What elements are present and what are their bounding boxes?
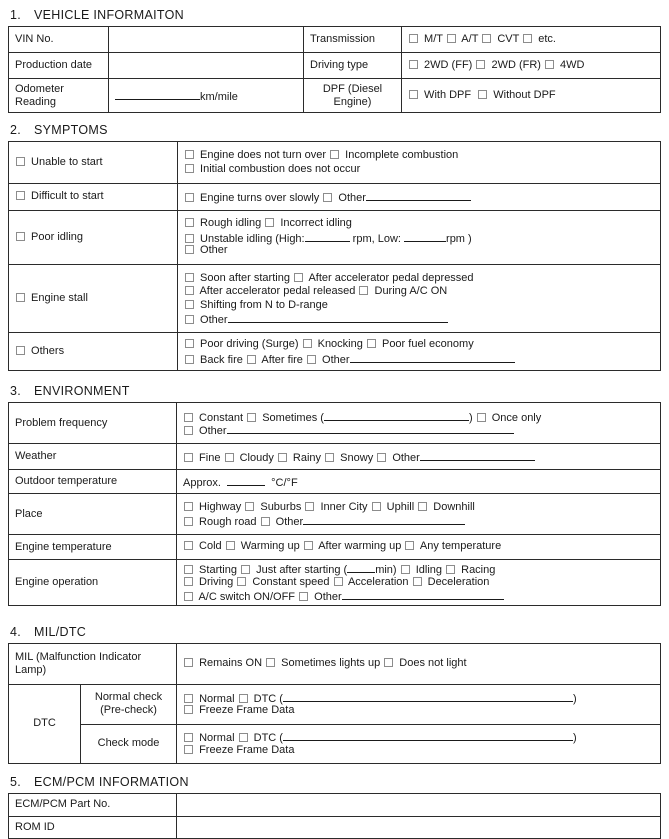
checkbox[interactable] <box>184 541 193 550</box>
text-segment: Unstable idling (High: <box>197 232 305 245</box>
text-segment: Incomplete combustion <box>342 149 459 161</box>
checkbox[interactable] <box>185 193 194 202</box>
checkbox[interactable] <box>184 705 193 714</box>
dtc-label: DTC <box>9 684 81 763</box>
symptom-engine-stall-label <box>9 265 178 333</box>
text-segment: DTC ( <box>250 732 283 744</box>
fill-in-line[interactable] <box>227 475 265 486</box>
checkbox[interactable] <box>294 273 303 282</box>
weather-options <box>177 444 661 470</box>
engine-temperature-options <box>177 535 661 560</box>
problem-frequency-options <box>177 403 661 444</box>
ecm-pcm-table <box>8 793 661 839</box>
checkbox[interactable] <box>247 355 256 364</box>
text-segment: After accelerator pedal released <box>197 285 359 297</box>
section-2-number: 2. <box>10 123 22 137</box>
vehicle-info-table <box>8 26 661 113</box>
text-segment: min) <box>375 564 400 576</box>
fill-in-line[interactable] <box>342 589 504 600</box>
text-segment: Starting <box>196 564 241 576</box>
checkbox[interactable] <box>184 733 193 742</box>
checkbox[interactable] <box>482 34 491 43</box>
text-segment: 2WD (FF) <box>421 58 476 71</box>
production-date-label: Production date <box>9 53 109 79</box>
text-segment: Snowy <box>337 451 377 464</box>
engine-temperature-label: Engine temperature <box>9 535 177 560</box>
section-4-title <box>10 625 669 639</box>
checkbox[interactable] <box>476 60 485 69</box>
checkbox[interactable] <box>478 90 487 99</box>
fill-in-line[interactable] <box>228 312 448 323</box>
checkbox[interactable] <box>185 150 194 159</box>
symptom-unable-to-start-label <box>9 142 178 184</box>
text-segment: Other <box>272 516 304 528</box>
text-segment: During A/C ON <box>371 285 448 297</box>
section-2-title-text: SYMPTOMS <box>34 123 108 137</box>
text-segment: Other <box>197 314 228 326</box>
fill-in-line[interactable] <box>283 730 573 741</box>
checkbox[interactable] <box>16 346 25 355</box>
text-segment: Poor fuel economy <box>378 338 474 350</box>
checkbox[interactable] <box>523 34 532 43</box>
text-segment: 4WD <box>557 58 585 71</box>
symptom-others-label <box>9 333 178 371</box>
text-segment: Rough road <box>196 516 260 528</box>
symptoms-table <box>8 141 661 371</box>
text-segment: Shifting from N to D-range <box>197 298 328 311</box>
fill-in-line[interactable] <box>347 562 375 573</box>
text-segment: After fire <box>258 353 306 366</box>
section-3-number: 3. <box>10 384 22 398</box>
text-segment: Suburbs <box>257 500 305 513</box>
text-segment: Constant <box>196 411 247 424</box>
text-segment: Other <box>196 425 227 437</box>
table-row <box>9 724 661 763</box>
checkbox[interactable] <box>266 658 275 667</box>
checkbox[interactable] <box>413 577 422 586</box>
text-segment: rpm, Low: <box>349 232 405 245</box>
text-segment: Fine <box>196 451 224 464</box>
text-segment: Highway <box>196 500 245 513</box>
symptom-difficult-to-start-options <box>178 184 661 211</box>
odometer-value-field <box>109 79 304 113</box>
checkbox[interactable] <box>305 502 314 511</box>
rom-id-label: ROM ID <box>9 816 177 838</box>
text-segment: Engine turns over slowly <box>197 192 323 205</box>
text-segment: CVT <box>494 32 523 45</box>
problem-frequency-label: Problem frequency <box>9 403 177 444</box>
table-row <box>9 470 661 494</box>
text-segment: Acceleration <box>345 575 412 588</box>
checkbox[interactable] <box>418 502 427 511</box>
text-segment: Cloudy <box>236 451 277 464</box>
table-row <box>9 333 661 371</box>
fill-in-line[interactable] <box>324 410 469 421</box>
text-segment: Any temperature <box>417 540 502 553</box>
text-segment: Other <box>197 244 228 257</box>
table-row <box>9 793 661 816</box>
checkbox[interactable] <box>16 293 25 302</box>
dpf-label: DPF (Diesel Engine) <box>304 79 402 113</box>
checkbox[interactable] <box>307 355 316 364</box>
text-segment: Others <box>28 344 65 357</box>
dtc-check-mode-options <box>177 724 661 763</box>
checkbox[interactable] <box>16 157 25 166</box>
text-segment: Rough idling <box>197 217 265 230</box>
section-5-title-text: ECM/PCM INFORMATION <box>34 774 189 789</box>
section-1-number: 1. <box>10 8 22 22</box>
checkbox[interactable] <box>184 745 193 754</box>
checkbox[interactable] <box>185 286 194 295</box>
driving-type-label: Driving type <box>304 53 402 79</box>
text-segment: Rainy <box>289 451 325 464</box>
checkbox[interactable] <box>261 517 270 526</box>
table-row <box>9 643 661 684</box>
table-row <box>9 494 661 535</box>
section-2-title <box>10 123 669 137</box>
place-label: Place <box>9 494 177 535</box>
text-segment: km/mile <box>200 90 238 103</box>
text-segment: A/C switch ON/OFF <box>196 591 299 603</box>
checkbox[interactable] <box>409 90 418 99</box>
engine-operation-options <box>177 560 661 606</box>
checkbox[interactable] <box>409 34 418 43</box>
text-segment: Soon after starting <box>197 271 293 284</box>
text-segment: DTC ( <box>250 692 283 705</box>
text-segment: Other <box>318 353 350 366</box>
text-segment: Deceleration <box>424 575 490 588</box>
fill-in-line[interactable] <box>303 514 465 525</box>
vin-label: VIN No. <box>9 27 109 53</box>
fill-in-line[interactable] <box>305 231 350 242</box>
checkbox[interactable] <box>245 502 254 511</box>
text-segment: Poor idling <box>28 230 84 243</box>
checkbox[interactable] <box>184 577 193 586</box>
checkbox[interactable] <box>184 565 193 574</box>
table-row <box>9 403 661 444</box>
checkbox[interactable] <box>184 502 193 511</box>
checkbox[interactable] <box>237 577 246 586</box>
checkbox[interactable] <box>185 234 194 243</box>
table-row <box>9 79 661 113</box>
text-segment: Just after starting ( <box>253 564 348 576</box>
checkbox[interactable] <box>239 733 248 742</box>
checkbox[interactable] <box>241 565 250 574</box>
text-segment: Sometimes ( <box>259 411 324 424</box>
text-segment: Poor driving (Surge) <box>197 338 302 350</box>
text-segment: Freeze Frame Data <box>196 743 295 756</box>
table-row <box>9 535 661 560</box>
weather-label: Weather <box>9 444 177 470</box>
section-3-title <box>10 384 669 398</box>
text-segment: Idling <box>412 564 446 576</box>
text-segment: Other <box>311 591 342 603</box>
fill-in-line[interactable] <box>115 89 200 100</box>
text-segment: Inner City <box>317 500 371 513</box>
text-segment: Freeze Frame Data <box>196 704 295 716</box>
section-5-title <box>10 775 669 789</box>
checkbox[interactable] <box>323 193 332 202</box>
checkbox[interactable] <box>303 339 312 348</box>
text-segment: Other <box>389 451 420 464</box>
checkbox[interactable] <box>185 218 194 227</box>
text-segment: Other <box>335 192 366 205</box>
symptom-engine-stall-options <box>178 265 661 333</box>
environment-table <box>8 402 661 606</box>
ecm-pcm-part-no-value-field[interactable] <box>177 793 661 816</box>
dpf-options <box>402 79 661 113</box>
text-segment: Constant speed <box>249 575 333 588</box>
symptom-others-options <box>178 333 661 371</box>
symptom-difficult-to-start-label <box>9 184 178 211</box>
checkbox[interactable] <box>185 245 194 254</box>
checkbox[interactable] <box>265 218 274 227</box>
text-segment: Knocking <box>314 338 366 350</box>
checkbox[interactable] <box>184 517 193 526</box>
text-segment: Does not light <box>396 656 467 669</box>
dtc-normal-check-label: Normal check (Pre-check) <box>81 684 177 724</box>
text-segment: ) <box>468 411 476 424</box>
mil-label: MIL (Malfunction Indicator Lamp) <box>9 643 177 684</box>
section-5-number: 5. <box>10 774 22 789</box>
text-segment: M/T <box>421 32 446 45</box>
checkbox[interactable] <box>278 453 287 462</box>
checkbox[interactable] <box>239 694 248 703</box>
text-segment: °C/°F <box>265 476 298 489</box>
dtc-normal-check-options <box>177 684 661 724</box>
checkbox[interactable] <box>325 453 334 462</box>
text-segment: Uphill <box>383 500 418 513</box>
checkbox[interactable] <box>185 339 194 348</box>
text-segment: Normal <box>196 692 238 705</box>
checkbox[interactable] <box>304 541 313 550</box>
text-segment: Unable to start <box>28 155 103 168</box>
checkbox[interactable] <box>545 60 554 69</box>
text-segment: Sometimes lights up <box>278 656 384 669</box>
checkbox[interactable] <box>367 339 376 348</box>
checkbox[interactable] <box>372 502 381 511</box>
checkbox[interactable] <box>330 150 339 159</box>
fill-in-line[interactable] <box>283 691 573 702</box>
text-segment: Downhill <box>430 500 475 513</box>
fill-in-line[interactable] <box>420 450 535 461</box>
table-row <box>9 53 661 79</box>
table-row <box>9 684 661 724</box>
text-segment: Approx. <box>183 476 228 489</box>
section-4-number: 4. <box>10 624 22 639</box>
checkbox[interactable] <box>16 232 25 241</box>
text-segment: Difficult to start <box>28 190 104 203</box>
section-3-title-text: ENVIRONMENT <box>34 384 130 398</box>
checkbox[interactable] <box>184 694 193 703</box>
text-segment: Racing <box>458 564 496 576</box>
rom-id-value-field[interactable] <box>177 816 661 838</box>
checkbox[interactable] <box>359 286 368 295</box>
text-segment: Back fire <box>197 353 246 366</box>
text-segment: Initial combustion does not occur <box>197 162 361 175</box>
production-date-value-field[interactable] <box>109 53 304 79</box>
symptom-poor-idling-options <box>178 211 661 265</box>
table-row <box>9 560 661 606</box>
text-segment: Warming up <box>237 540 303 553</box>
checkbox[interactable] <box>334 577 343 586</box>
fill-in-line[interactable] <box>350 352 515 363</box>
checkbox[interactable] <box>185 300 194 309</box>
checkbox[interactable] <box>401 565 410 574</box>
checkbox[interactable] <box>384 658 393 667</box>
text-segment: ) <box>572 692 577 705</box>
section-4-title-text: MIL/DTC <box>34 624 87 639</box>
checkbox[interactable] <box>405 541 414 550</box>
text-segment: Incorrect idling <box>277 217 352 230</box>
driving-type-options <box>402 53 661 79</box>
checkbox[interactable] <box>184 426 193 435</box>
text-segment: etc. <box>535 32 556 45</box>
checkbox[interactable] <box>446 565 455 574</box>
checkbox[interactable] <box>184 592 193 601</box>
checkbox[interactable] <box>185 164 194 173</box>
checkbox[interactable] <box>409 60 418 69</box>
outdoor-temperature-label: Outdoor temperature <box>9 470 177 494</box>
transmission-label: Transmission <box>304 27 402 53</box>
checkbox[interactable] <box>477 413 486 422</box>
text-segment: After warming up <box>315 540 405 553</box>
section-1-title <box>10 8 669 22</box>
outdoor-temperature-value <box>177 470 661 494</box>
checkbox[interactable] <box>377 453 386 462</box>
checkbox[interactable] <box>16 191 25 200</box>
table-row <box>9 27 661 53</box>
text-segment: After accelerator pedal depressed <box>306 271 474 284</box>
table-row <box>9 265 661 333</box>
text-segment: Engine does not turn over <box>197 149 330 161</box>
table-row <box>9 142 661 184</box>
fill-in-line[interactable] <box>227 423 514 434</box>
text-segment: rpm ) <box>446 232 472 245</box>
text-segment: Without DPF <box>490 88 556 101</box>
checkbox[interactable] <box>184 453 193 462</box>
text-segment: With DPF <box>421 88 478 101</box>
checkbox[interactable] <box>185 315 194 324</box>
section-1-title-text: VEHICLE INFORMAITON <box>34 8 184 22</box>
text-segment: Remains ON <box>196 656 266 669</box>
text-segment: ) <box>572 732 577 744</box>
odometer-label: Odometer Reading <box>9 79 109 113</box>
checkbox[interactable] <box>225 453 234 462</box>
checkbox[interactable] <box>184 658 193 667</box>
transmission-options <box>402 27 661 53</box>
mil-options <box>177 643 661 684</box>
checkbox[interactable] <box>447 34 456 43</box>
checkbox[interactable] <box>226 541 235 550</box>
table-row <box>9 211 661 265</box>
ecm-pcm-part-no-label: ECM/PCM Part No. <box>9 793 177 816</box>
table-row <box>9 184 661 211</box>
checkbox[interactable] <box>184 413 193 422</box>
checkbox[interactable] <box>185 355 194 364</box>
text-segment: Engine stall <box>28 291 88 304</box>
engine-operation-label: Engine operation <box>9 560 177 606</box>
text-segment: 2WD (FR) <box>488 58 544 71</box>
symptom-unable-to-start-options <box>178 142 661 184</box>
checkbox[interactable] <box>185 273 194 282</box>
symptom-poor-idling-label <box>9 211 178 265</box>
text-segment: Normal <box>196 732 238 744</box>
table-row <box>9 444 661 470</box>
place-options <box>177 494 661 535</box>
checkbox[interactable] <box>299 592 308 601</box>
text-segment: Driving <box>196 575 237 588</box>
checkbox[interactable] <box>247 413 256 422</box>
text-segment: A/T <box>458 32 482 45</box>
vin-value-field[interactable] <box>109 27 304 53</box>
text-segment: Cold <box>196 540 225 553</box>
mil-dtc-table <box>8 643 661 764</box>
fill-in-line[interactable] <box>404 231 446 242</box>
dtc-check-mode-label: Check mode <box>81 724 177 763</box>
fill-in-line[interactable] <box>366 190 471 201</box>
table-row <box>9 816 661 838</box>
text-segment: Once only <box>488 411 542 424</box>
